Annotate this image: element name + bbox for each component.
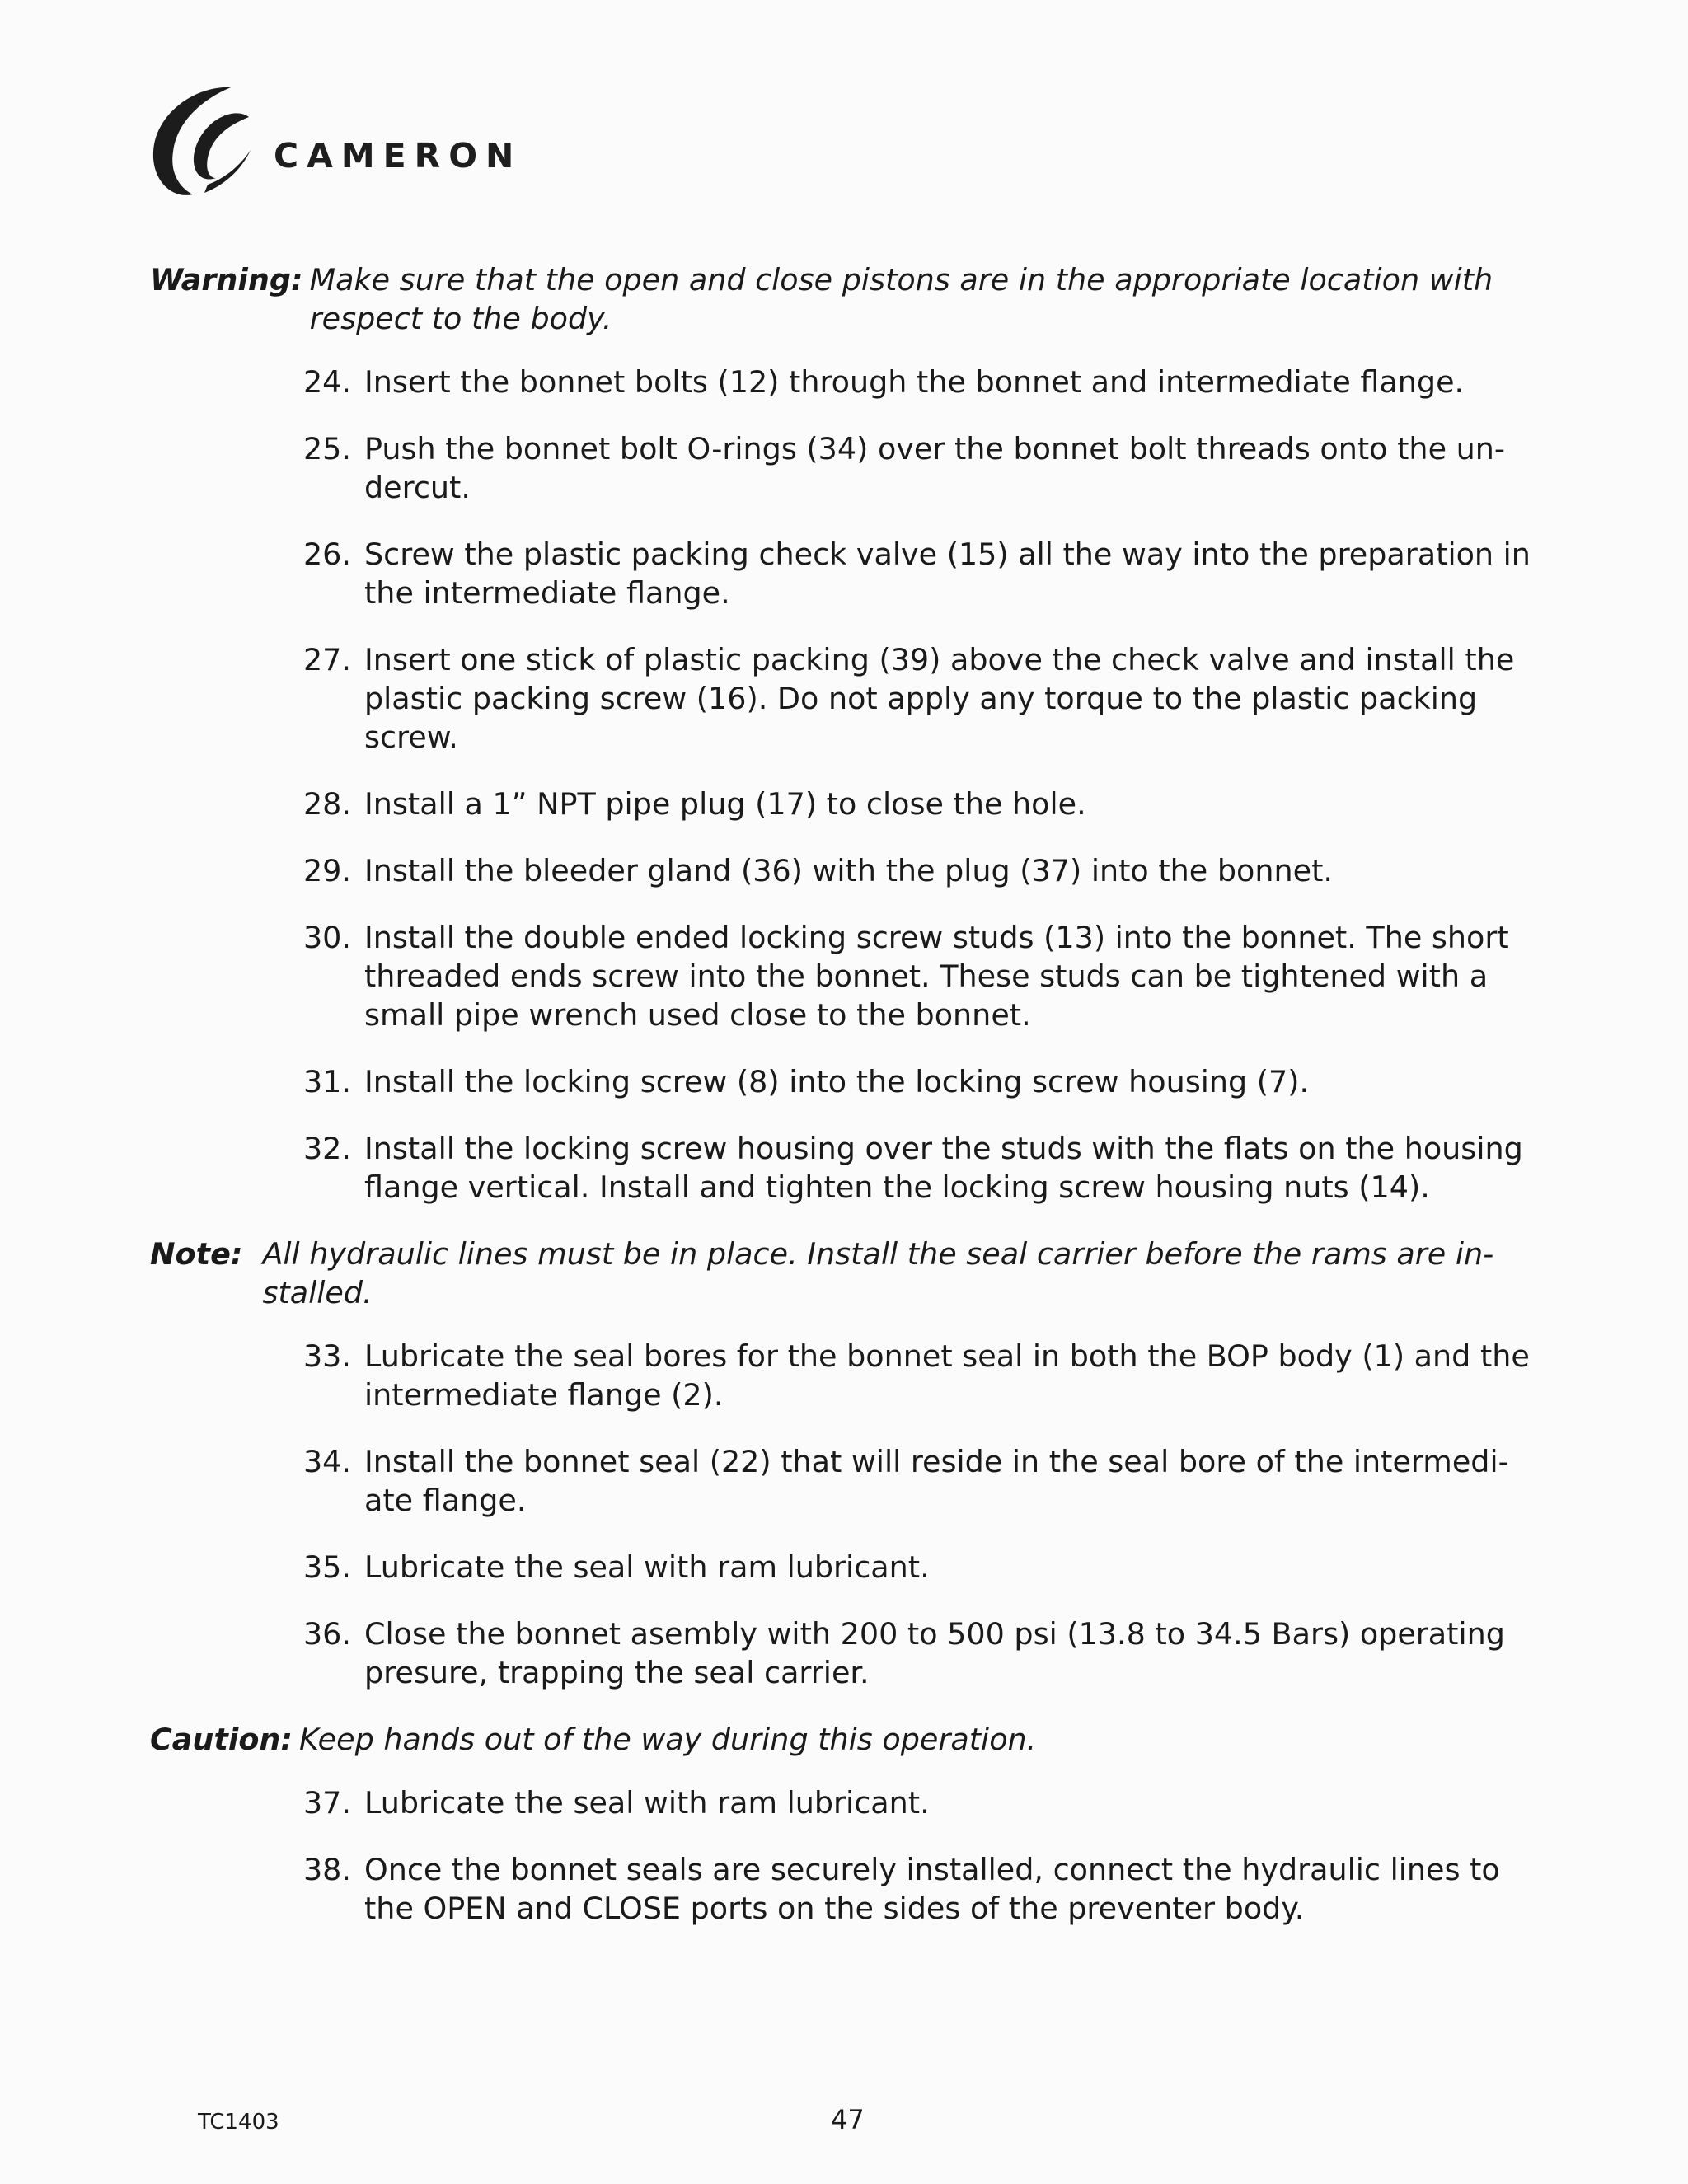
list-item bbox=[290, 363, 1551, 401]
step-text: Push the bonnet bolt O-rings (34) over the bonnet bolt threads onto the un-dercut. bbox=[364, 431, 1506, 505]
list-item bbox=[290, 1337, 1551, 1414]
list-item bbox=[290, 785, 1551, 823]
step-text: Insert the bonnet bolts (12) through the bonnet and intermediate flange. bbox=[364, 364, 1465, 400]
steps-list bbox=[150, 1783, 1551, 1928]
step-text: Install the bonnet seal (22) that will reside in the seal bore of the intermedi-ate flange. bbox=[364, 1444, 1509, 1518]
document-code: TC1403 bbox=[198, 2110, 279, 2135]
caution-note bbox=[150, 1720, 1551, 1759]
step-text: Lubricate the seal with ram lubricant. bbox=[364, 1785, 930, 1821]
list-item bbox=[290, 1548, 1551, 1586]
step-number: 29. bbox=[302, 853, 351, 888]
list-item bbox=[290, 1615, 1551, 1692]
warning-note bbox=[150, 260, 1551, 338]
step-text: Screw the plastic packing check valve (15) all the way into the preparation in the intermediate flange. bbox=[364, 537, 1531, 611]
step-number: 35. bbox=[302, 1549, 351, 1585]
step-text: Lubricate the seal with ram lubricant. bbox=[364, 1549, 930, 1585]
step-number: 24. bbox=[302, 364, 351, 400]
document-body bbox=[150, 260, 1551, 1956]
note-text: All hydraulic lines must be in place. Install the seal carrier before the rams are in-stalled. bbox=[262, 1236, 1494, 1310]
list-item bbox=[290, 1850, 1551, 1928]
list-item bbox=[290, 640, 1551, 757]
step-number: 38. bbox=[302, 1852, 351, 1887]
step-number: 26. bbox=[302, 537, 351, 572]
list-item bbox=[290, 429, 1551, 507]
cameron-logo bbox=[150, 82, 523, 206]
step-text: Install a 1” NPT pipe plug (17) to close the hole. bbox=[364, 786, 1086, 822]
warning-label: Warning: bbox=[150, 262, 303, 298]
page-number: 47 bbox=[831, 2104, 865, 2135]
list-item bbox=[290, 535, 1551, 612]
step-number: 28. bbox=[302, 786, 351, 822]
list-item bbox=[290, 918, 1551, 1034]
list-item bbox=[290, 1783, 1551, 1822]
step-number: 32. bbox=[302, 1131, 351, 1166]
step-number: 37. bbox=[302, 1785, 351, 1821]
steps-list bbox=[150, 1337, 1551, 1692]
step-text: Install the double ended locking screw studs (13) into the bonnet. The short threaded ends screw into the bonnet. These studs can be tightened with a small pipe wrench used close to the bonnet. bbox=[364, 920, 1509, 1033]
step-text: Install the locking screw housing over the studs with the flats on the housing flange vertical. Install and tighten the locking screw housing nuts (14). bbox=[364, 1131, 1523, 1205]
list-item bbox=[290, 1442, 1551, 1520]
step-text: Install the bleeder gland (36) with the plug (37) into the bonnet. bbox=[364, 853, 1333, 888]
step-text: Install the locking screw (8) into the locking screw housing (7). bbox=[364, 1064, 1310, 1099]
note-label: Note: bbox=[150, 1236, 243, 1272]
warning-text: Make sure that the open and close pistons are in the appropriate location with respect to the body. bbox=[309, 262, 1493, 336]
caution-label: Caution: bbox=[150, 1722, 293, 1757]
step-number: 31. bbox=[302, 1064, 351, 1099]
list-item bbox=[290, 851, 1551, 890]
step-number: 25. bbox=[302, 431, 351, 466]
step-text: Lubricate the seal bores for the bonnet seal in both the BOP body (1) and the intermediate flange (2). bbox=[364, 1338, 1530, 1413]
step-number: 30. bbox=[302, 920, 351, 955]
step-number: 36. bbox=[302, 1616, 351, 1652]
step-text: Insert one stick of plastic packing (39) above the check valve and install the plastic packing screw (16). Do not apply any torque to the plastic packing screw. bbox=[364, 642, 1515, 755]
step-number: 33. bbox=[302, 1338, 351, 1374]
cameron-swoosh-c-logo-icon bbox=[150, 82, 265, 206]
caution-text: Keep hands out of the way during this operation. bbox=[299, 1722, 1037, 1757]
step-number: 34. bbox=[302, 1444, 351, 1479]
steps-list bbox=[150, 363, 1551, 1207]
list-item bbox=[290, 1129, 1551, 1207]
step-number: 27. bbox=[302, 642, 351, 677]
brand-name: CAMERON bbox=[274, 136, 523, 176]
note-paragraph bbox=[150, 1235, 1551, 1312]
step-text: Close the bonnet asembly with 200 to 500 psi (13.8 to 34.5 Bars) operating presure, trapping the seal carrier. bbox=[364, 1616, 1505, 1690]
step-text: Once the bonnet seals are securely installed, connect the hydraulic lines to the OPEN and CLOSE ports on the sides of the preventer body. bbox=[364, 1852, 1500, 1926]
list-item bbox=[290, 1062, 1551, 1101]
